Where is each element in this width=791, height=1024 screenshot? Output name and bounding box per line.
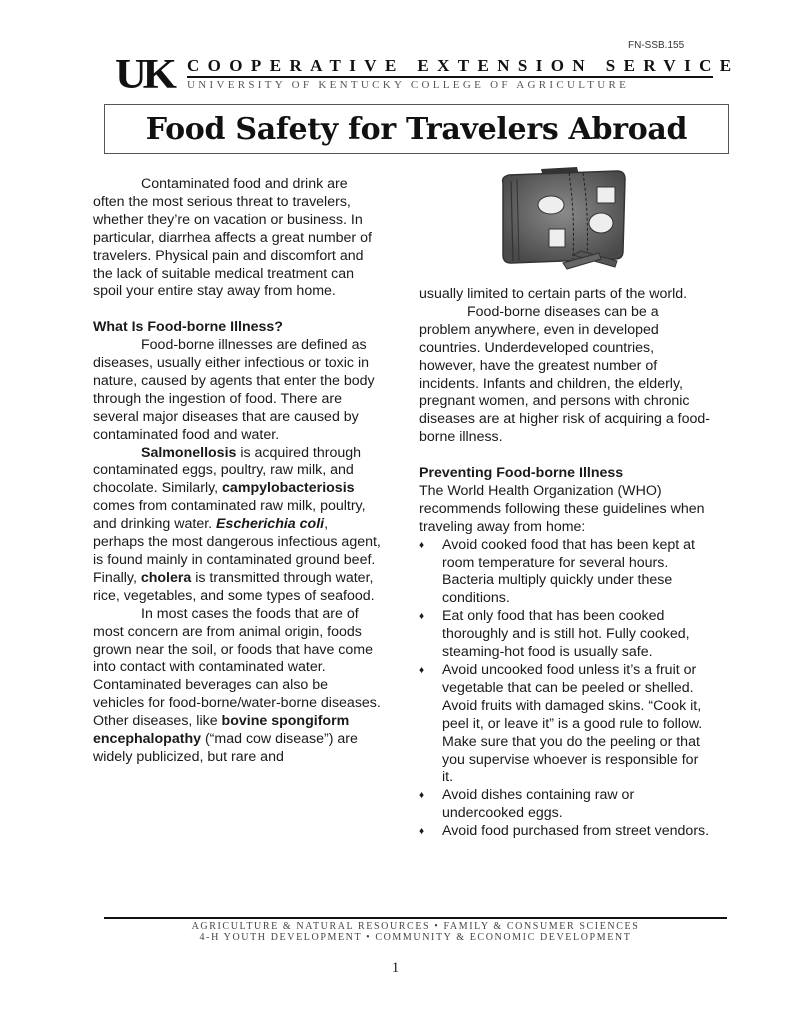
diamond-bullet-icon: ♦ [419, 665, 425, 677]
page-number: 1 [391, 960, 400, 976]
section-heading-preventing: Preventing Food-borne Illness [419, 465, 624, 482]
list-item: ♦ Avoid food purchased from street vendors. [419, 823, 710, 840]
diamond-bullet-icon: ♦ [419, 539, 425, 551]
document-id: FN-SSB.155 [628, 40, 685, 51]
uk-logo: UK [115, 52, 173, 98]
continuation-paragraph: usually limited to certain parts of the world. [419, 286, 688, 302]
diseases-paragraph: Salmonellosis is acquired through contaminated eggs, poultry, raw milk, and chocolate. Similarly, campylobacteriosis comes from contaminated raw milk, poultry, and drinking water. Escherichia coli, perhaps the most dangerous infectious agent, is found mainly in contaminated ground beef. Finally, cholera is transmitted through water, rice, vegetables, and some types of seafood. [93, 444, 381, 604]
section-heading-food-borne-illness: What Is Food-borne Illness? [93, 319, 283, 336]
footer-line-1: AGRICULTURE & NATURAL RESOURCES • FAMILY & CONSUMER SCIENCES [191, 921, 640, 932]
page-title: Food Safety for Travelers Abroad [145, 111, 688, 147]
term-salmonellosis: Salmonellosis [141, 444, 237, 461]
diamond-bullet-icon: ♦ [419, 790, 425, 802]
list-item: ♦ Avoid dishes containing raw or undercooked eggs. [419, 787, 635, 822]
list-item: ♦ Eat only food that has been cooked thoroughly and is still hot. Fully cooked, steaming-hot food is usually safe. [419, 608, 690, 661]
masthead [115, 52, 740, 98]
left-column [93, 176, 383, 767]
definition-paragraph: Food-borne illnesses are defined as diseases, usually either infectious or toxic in nature, caused by agents that enter the body through the ingestion of food. There are several major diseases that are caused by contaminated food and water. [93, 337, 375, 443]
suitcase-icon [489, 163, 629, 273]
list-item: ♦ Avoid cooked food that has been kept at room temperature for several hours. Bacteria multiply quickly under these conditions. [419, 536, 695, 607]
right-column [419, 286, 711, 841]
footer-program-areas [104, 921, 727, 943]
footer-rule [104, 917, 727, 919]
term-escherichia-coli: Escherichia coli [216, 516, 325, 533]
guidelines-list [419, 537, 711, 841]
intro-paragraph: Contaminated food and drink are often the most serious threat to travelers, whether they’re on vacation or business. In particular, diarrhea affects a great number of travelers. Physical pain and discomfort and the lack of suitable medical treatment can spoil your entire stay away from home. [93, 176, 372, 300]
org-subtitle: UNIVERSITY OF KENTUCKY COLLEGE OF AGRICULTURE [187, 79, 630, 91]
list-item: ♦ Avoid uncooked food unless it’s a fruit or vegetable that can be peeled or shelled. Avoid fruits with damaged skins. “Cook it, peel it, or leave it” is a good rule to follow. Make sure that you do the peeling or that you supervise whoever is responsible for it. [419, 662, 703, 786]
diamond-bullet-icon: ♦ [419, 611, 425, 623]
term-cholera: cholera [140, 569, 192, 586]
who-intro-paragraph: The World Health Organization (WHO) recommends following these guidelines when traveling away from home: [419, 482, 705, 535]
foods-concern-paragraph: In most cases the foods that are of most concern are from animal origin, foods grown near the soil, or foods that have come into contact with contaminated water. Contaminated beverages can also be vehicles for food-borne/water-borne diseases. Other diseases, like bovine spongiform encephalopathy (“mad cow disease”) are widely publicized, but rare and [93, 605, 381, 765]
term-bse: bovine spongiform encephalopathy [93, 713, 350, 748]
footer-line-2: 4-H YOUTH DEVELOPMENT • COMMUNITY & ECONOMIC DEVELOPMENT [199, 932, 632, 943]
diamond-bullet-icon: ♦ [419, 826, 425, 838]
org-name: COOPERATIVE EXTENSION SERVICE [187, 56, 740, 75]
term-campylobacteriosis: campylobacteriosis [222, 480, 355, 497]
title-box [104, 104, 729, 154]
anywhere-paragraph: Food-borne diseases can be a problem anywhere, even in developed countries. Underdeveloped countries, however, have the greatest number of incidents. Infants and children, the elderly, pregnant women, and persons with chronic diseases are at higher risk of acquiring a food-borne illness. [419, 303, 711, 446]
